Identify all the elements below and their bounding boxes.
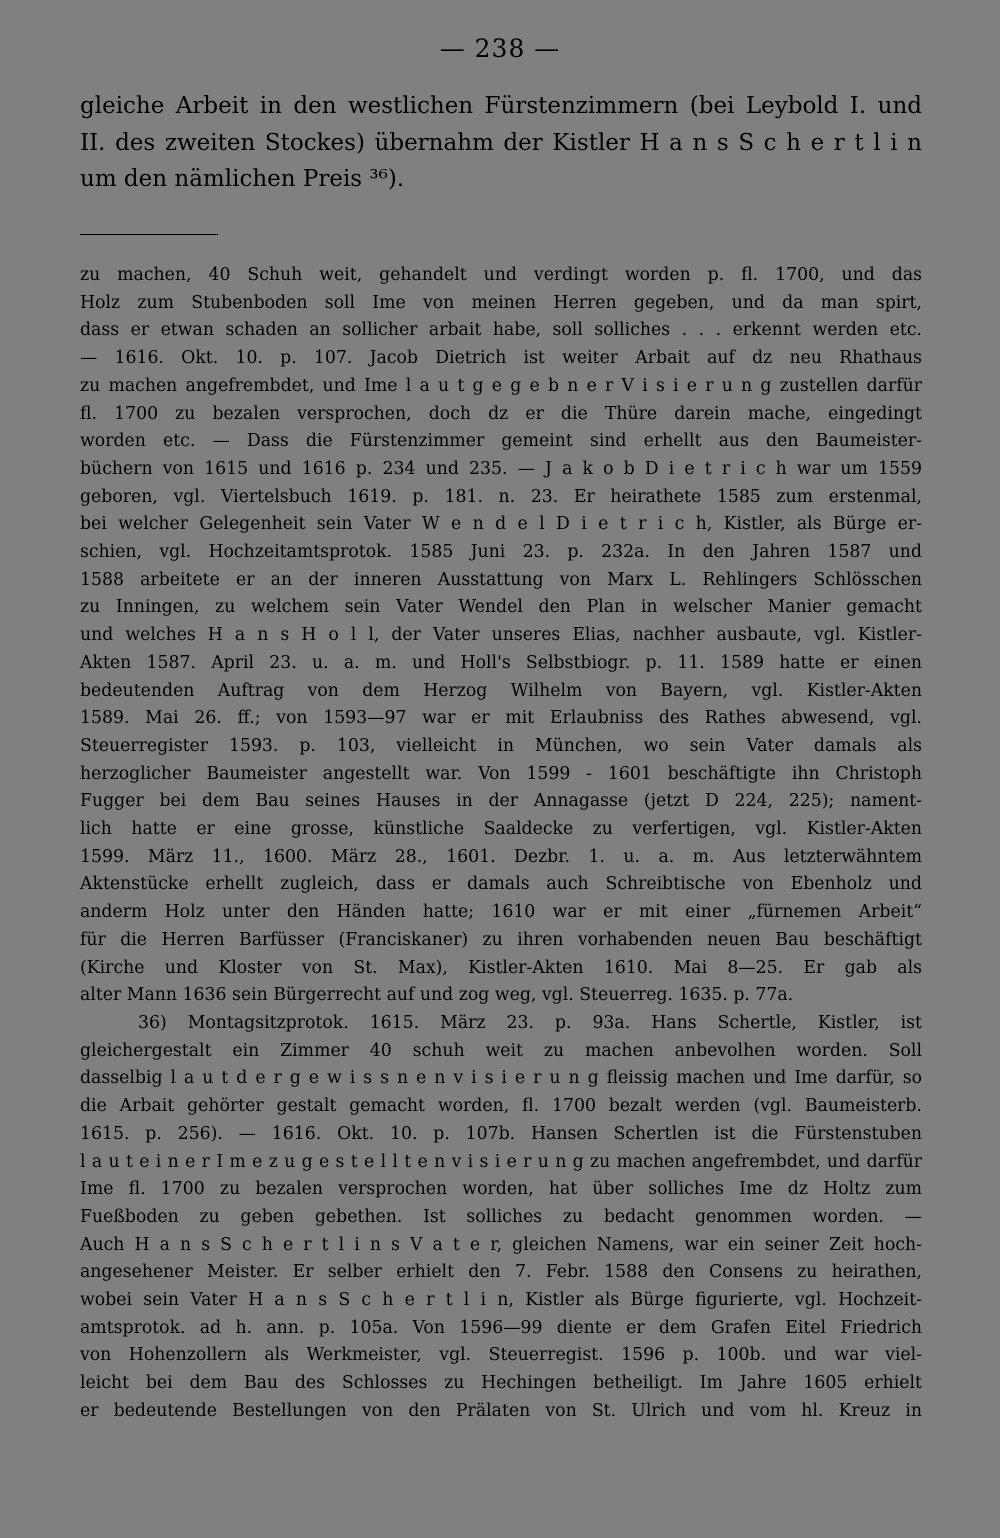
footnote-line: für die Herren Barfüsser (Franciskaner) zu ihren vorhabenden neuen Bau beschäftigt [80,929,922,950]
footnote-line: 1588 arbeitete er an der inneren Ausstattung von Marx L. Rehlingers Schlösschen [80,569,922,590]
footnote-line: er bedeutende Bestellungen von den Prälaten von St. Ulrich und vom hl. Kreuz in [80,1400,922,1421]
footnote-line: 1589. Mai 26. ff.; von 1593—97 war er mit Erlaubniss des Rathes abwesend, vgl. [80,708,922,729]
text-line: gleiche Arbeit in den westlichen Fürstenzimmern (bei Leybold I. und [80,93,922,119]
footnote-line: wobei sein Vater H a n s S c h e r t l i n, Kistler als Bürge figurierte, vgl. Hochzeit- [80,1290,922,1311]
footnote-line: zu machen angefrembdet, und Ime l a u t g e g e b n e r V i s i e r u n g zustellen darfür [80,375,922,396]
text-line: um den nämlichen Preis ³⁶). [80,166,405,193]
footnote-line: — 1616. Okt. 10. p. 107. Jacob Dietrich ist weiter Arbait auf dz neu Rhathaus [80,348,922,369]
footnote-line: amtsprotok. ad h. ann. p. 105a. Von 1596—99 diente er dem Grafen Eitel Friedrich [80,1317,922,1338]
footnote-line: Aktenstücke erhellt zugleich, dass er damals auch Schreibtische von Ebenholz und [80,874,922,895]
footnote-line: alter Mann 1636 sein Bürgerrecht auf und zog weg, vgl. Steuerreg. 1635. p. 77a. [80,985,794,1006]
footnote-line: angesehener Meister. Er selber erhielt den 7. Febr. 1588 den Consens zu heirathen, [80,1262,922,1283]
footnote-separator [80,234,218,235]
footnotes [80,262,922,1426]
footnote-line: Fugger bei dem Bau seines Hauses in der Annagasse (jetzt D 224, 225); nament- [80,791,922,812]
footnote-line: gleichergestalt ein Zimmer 40 schuh weit zu machen anbevolhen worden. Soll [80,1040,922,1061]
footnote-line: (Kirche und Kloster von St. Max), Kistler-Akten 1610. Mai 8—25. Er gab als [80,957,922,978]
footnote-line: Steuerregister 1593. p. 103, vielleicht in München, wo sein Vater damals als [80,735,922,756]
footnote-line: lich hatte er eine grosse, künstliche Saaldecke zu verfertigen, vgl. Kistler-Akten [80,819,922,840]
footnote-line: dasselbig l a u t d e r g e w i s s n e n v i s i e r u n g fleissig machen und Ime darfür, so [80,1068,922,1089]
footnote-line: büchern von 1615 und 1616 p. 234 und 235. — J a k o b D i e t r i c h war um 1559 [80,458,922,479]
footnote-line: 1615. p. 256). — 1616. Okt. 10. p. 107b. Hansen Schertlen ist die Fürstenstuben [80,1123,922,1144]
footnote-line: die Arbait gehörter gestalt gemacht worden, fl. 1700 bezalt werden (vgl. Baumeisterb. [80,1096,922,1117]
page-number: — 238 — [439,34,561,63]
footnote-line: herzoglicher Baumeister angestellt war. Von 1599 - 1601 beschäftigte ihn Christoph [80,763,922,784]
footnote-line: Holz zum Stubenboden soll Ime von meinen Herren gegeben, und da man spirt, [80,292,922,313]
footnote-line: Akten 1587. April 23. u. a. m. und Holl's Selbstbiogr. p. 11. 1589 hatte er einen [80,652,922,673]
footnote-line: und welches H a n s H o l l, der Vater unseres Elias, nachher ausbaute, vgl. Kistler- [80,625,922,646]
footnote-line: geboren, vgl. Viertelsbuch 1619. p. 181. n. 23. Er heirathete 1585 zum erstenmal, [80,486,922,507]
footnote-line: 1599. März 11., 1600. März 28., 1601. Dezbr. 1. u. a. m. Aus letzterwähntem [80,846,922,867]
footnote-line: schien, vgl. Hochzeitamtsprotok. 1585 Juni 23. p. 232a. In den Jahren 1587 und [80,542,922,563]
footnote-line: von Hohenzollern als Werkmeister, vgl. Steuerregist. 1596 p. 100b. und war viel- [80,1345,922,1366]
footnote-36-start: 36) Montagsitzprotok. 1615. März 23. p. 93a. Hans Schertle, Kistler, ist [138,1012,922,1033]
footnote-line: Auch H a n s S c h e r t l i n s V a t e r, gleichen Namens, war ein seiner Zeit hoch- [80,1234,922,1255]
footnote-line: zu machen, 40 Schuh weit, gehandelt und verdingt worden p. fl. 1700, und das [80,265,922,285]
footnote-line: leicht bei dem Bau des Schlosses zu Hechingen betheiligt. Im Jahre 1605 erhielt [80,1373,922,1394]
footnote-line: worden etc. — Dass die Fürstenzimmer gemeint sind erhellt aus den Baumeister- [80,431,922,452]
footnote-line: bei welcher Gelegenheit sein Vater W e n d e l D i e t r i c h, Kistler, als Bürge er- [80,514,922,535]
footnote-line: fl. 1700 zu bezalen versprochen, doch dz er die Thüre darein mache, eingedingt [80,403,922,424]
footnote-line: dass er etwan schaden an sollicher arbait habe, soll solliches . . . erkennt werden etc. [80,320,922,341]
text-line: II. des zweiten Stockes) übernahm der Kistler H a n s S c h e r t l i n [80,129,922,156]
main-paragraph [80,88,922,198]
footnote-line: l a u t e i n e r I m e z u g e s t e l l t e n v i s i e r u n g zu machen angefrembdet, und darfür [80,1151,922,1172]
footnote-line: anderm Holz unter den Händen hatte; 1610 war er mit einer „fürnemen Arbeit“ [80,902,922,923]
footnote-line: Fueßboden zu geben gebethen. Ist solliches zu bedacht genommen worden. — [80,1206,922,1227]
footnote-line: Ime fl. 1700 zu bezalen versprochen worden, hat über solliches Ime dz Holtz zum [80,1179,922,1200]
footnote-line: zu Inningen, zu welchem sein Vater Wendel den Plan in welscher Manier gemacht [80,597,922,618]
footnote-line: bedeutenden Auftrag von dem Herzog Wilhelm von Bayern, vgl. Kistler-Akten [80,680,922,701]
